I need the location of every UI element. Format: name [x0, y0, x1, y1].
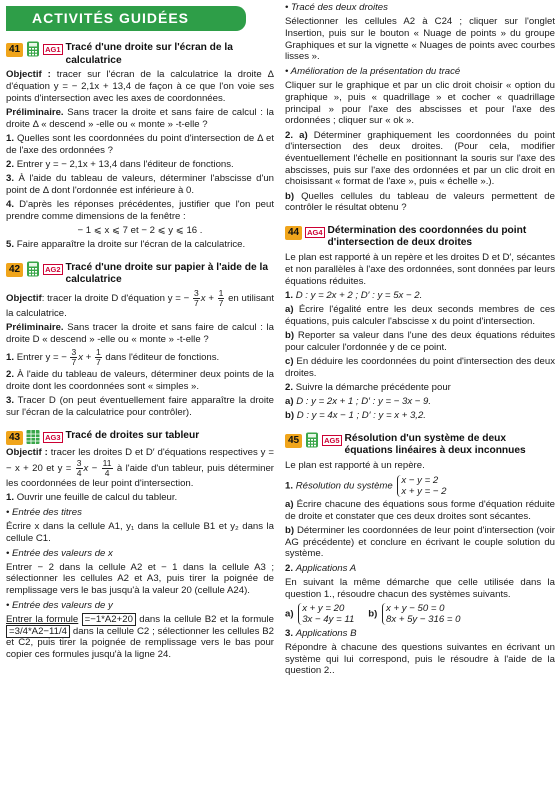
exercise-42 — [6, 262, 274, 419]
question: a) D : y = 2x + 1 ; D′ : y = − 3x − 9. — [285, 396, 432, 408]
question: 1. D : y = 2x + 2 ; D′ : y = 5x − 2. — [285, 289, 423, 301]
question: 3. Applications B — [285, 627, 357, 639]
exercise-title: Tracé d'une droite sur papier à l'aide de la calculatrice — [65, 261, 268, 286]
preliminary: Préliminaire. Sans tracer la droite et sans faire de calcul : la droite D « descend » -elle ou « monte » -t-elle ? — [6, 322, 274, 345]
left-column — [6, 0, 274, 661]
formula-2: =3/4*A2−11/4 — [6, 625, 70, 638]
intro: Le plan est rapporté à un repère et les droites D et D′, sécantes et non parallèles à l'axe des ordonnées, sont données par leurs équations réduites. — [285, 252, 555, 287]
exercise-41 — [6, 42, 274, 251]
spreadsheet-icon — [26, 429, 40, 445]
question: 2. Entrer y = − 2,1x + 13,4 dans l'éditeur de fonctions. — [6, 158, 234, 170]
exercise-43 — [6, 430, 274, 661]
step-text: Cliquer sur le graphique et par un clic droit choisir « option du graphique », puis « quadrillage » et cocher « quadrillage principal » pour l'axe des abscisses et pour l'axe des ordonnées ; cliquer sur « ok ». — [285, 80, 555, 127]
exercise-44 — [285, 225, 555, 422]
exercise-title: Tracé d'une droite sur l'écran de la calculatrice — [65, 42, 233, 66]
exercise-number: 41 — [6, 43, 23, 57]
exercise-43-header — [6, 430, 274, 445]
ag-badge: AG1 — [45, 45, 61, 55]
exercise-number: 45 — [285, 434, 302, 448]
question: 2. a) Déterminer graphiquement les coordonnées du point d'intersection des deux droites. (Pour cela, modifier éventuellement l'échelle en positionnant la souris sur l'axe des abscisses, puis sur l'axe des ordonnées et par un clic droit en choisissant « format de l'axe », puis « échelle ».). — [285, 129, 556, 188]
equation-system: x + y − 50 = 0 8x + 5y − 316 = 0 — [382, 603, 460, 625]
step-title: • Entrée des valeurs de y — [6, 600, 274, 612]
exercise-42-header — [6, 262, 274, 287]
question: 1. Résolution du système x − y = 2 x + y = − 2 — [285, 474, 447, 497]
question: 4. D'après les réponses précédentes, justifier que l'on peut prendre comme dimensions de la fenêtre : — [6, 198, 274, 222]
question: b) Déterminer les coordonnées de leur point d'intersection (voir AG précédente) et conclure en écrivant le couple solution du système. — [285, 525, 556, 560]
ag-badge: AG5 — [324, 435, 340, 445]
preliminary: Préliminaire. Sans tracer la droite et sans faire de calcul : la droite Δ « descend » -elle ou « monte » -t-elle ? — [6, 107, 274, 130]
question: 5. Faire apparaître la droite sur l'écran de la calculatrice. — [6, 239, 246, 251]
exercise-45-header — [285, 433, 555, 458]
equation-system: x − y = 2 x + y = − 2 — [397, 475, 446, 497]
question: a) Écrire chacune des équations sous forme d'équation réduite de droite et constater que ces deux droites sont sécantes. — [285, 499, 555, 522]
question: 2. Suivre la démarche précédente pour — [285, 381, 451, 393]
section-banner: ACTIVITÉS GUIDÉES — [6, 6, 246, 31]
question: 3. À l'aide du tableau de valeurs, déterminer l'abscisse d'un point de Δ dont l'ordonnée est inférieure à 0. — [6, 173, 275, 196]
objective: Objectif: tracer la droite D d'équation y = − $\frac{3}{7}$ x + $\frac{1}{7}$ en utilisant la calculatrice. — [6, 288, 275, 320]
calculator-icon — [26, 261, 40, 277]
exercise-title: Résolution d'un système de deux équations linéaires à deux inconnues — [344, 432, 526, 457]
exercise-41-header — [6, 42, 274, 67]
calculator-icon — [26, 41, 40, 57]
step-text: Écrire x dans la cellule A1, y₁ dans la cellule B1 et y₂ dans la cellule C1. — [6, 521, 274, 544]
objective: Objectif : tracer sur l'écran de la calculatrice la droite Δ d'équation y = − 2,1x + 13,4 de façon à ce que l'on voie ses points d'intersection avec les axes de coordonnées. — [6, 69, 275, 104]
question: c) En déduire les coordonnées du point d'intersection des deux droites. — [285, 355, 555, 379]
exercise-45 — [285, 433, 555, 677]
question: b) Reporter sa valeur dans l'une des deux équations réduites pour calculer l'ordonnée y de ce point. — [285, 330, 555, 353]
question: 3. Tracer D (on peut éventuellement faire apparaître la droite sur l'écran de la calculatrice pour contrôler). — [6, 395, 274, 419]
formula-1: =−1*A2+20 — [82, 613, 136, 626]
exercise-number: 42 — [6, 263, 23, 277]
step-title: • Amélioration de la présentation du tracé — [285, 66, 555, 78]
right-column — [285, 2, 555, 677]
intro: Le plan est rapporté à un repère. — [285, 460, 425, 472]
exercise-number: 44 — [285, 226, 302, 240]
step-title: • Entrée des titres — [6, 507, 274, 519]
ag-badge: AG4 — [307, 227, 323, 237]
step-text: Entrer − 2 dans la cellule A2 et − 1 dans la cellule A3 ; sélectionner les cellules A2 et A3, puis tirer la poignée de remplissage vers le bas jusqu'à la valeur 20 (cellule A24). — [6, 561, 274, 597]
window-dimensions: − 1 ⩽ x ⩽ 7 et − 2 ⩽ y ⩽ 16 . — [77, 224, 203, 236]
systems-row: a) x + y = 20 3x − 4y = 11 b) x + y − 50 = 0 8x + 5y − 316 = 0 — [285, 603, 461, 626]
question: 1. Quelles sont les coordonnées du point d'intersection de Δ et de l'axe des ordonnées ? — [6, 132, 274, 156]
question-text: Répondre à chacune des questions suivantes en écrivant un système qui lui correspond, puis le résoudre à l'aide de la question 2.. — [285, 642, 555, 677]
step-text: Entrer la formule =−1*A2+20 dans la cellule B2 et la formule =3/4*A2−11/4 dans la cellule C2 ; sélectionner les cellules B2 et C2, puis tirer la poignée de remplissage vers le bas pour copier ces formules jusqu'à la ligne 24. — [6, 614, 275, 661]
calculator-icon — [305, 432, 319, 448]
ag-badge: AG3 — [45, 432, 61, 442]
question: 1. Entrer y = − $\frac{3}{7}$ x + $\frac{1}{7}$ dans l'éditeur de fonctions. — [6, 347, 220, 368]
question: b) Quelles cellules du tableau de valeurs permettent de contrôler le résultat obtenu ? — [285, 190, 555, 214]
exercise-44-header — [285, 225, 555, 250]
question: a) Écrire l'égalité entre les deux seconds membres de ces équations, puis calculer l'abscisse x du point d'intersection. — [285, 304, 555, 327]
question-text: En suivant la même démarche que celle utilisée dans la question 1., résoudre chacun des systèmes suivants. — [285, 576, 555, 600]
exercise-title: Tracé de droites sur tableur — [65, 429, 200, 441]
exercise-number: 43 — [6, 431, 23, 445]
objective: Objectif : tracer les droites D et D′ d'équations respectives y = − x + 20 et y = $\frac{3}{4}$ x − $\frac{11}{4}$ à l'aide d'un tableur, puis déterminer les coordonnées de leur point d'intersection. — [6, 447, 274, 490]
exercise-title: Détermination des coordonnées du point d'intersection de deux droites — [327, 224, 527, 249]
step-title: • Entrée des valeurs de x — [6, 548, 274, 560]
question: 2. Applications A — [285, 562, 357, 574]
ag-badge: AG2 — [45, 264, 61, 274]
question: 1. Ouvrir une feuille de calcul du tableur. — [6, 492, 178, 504]
question: b) D : y = 4x − 1 ; D′ : y = x + 3,2. — [285, 410, 426, 422]
step-title: • Tracé des deux droites — [285, 2, 555, 14]
equation-system: x + y = 20 3x − 4y = 11 — [298, 603, 354, 625]
step-text: Sélectionner les cellules A2 à C24 ; cliquer sur l'onglet Insertion, puis sur le bouton « Nuage de points » du groupe Graphiques et sur la vignette « Nuages de points avec courbes lisses ». — [285, 16, 555, 63]
question: 2. À l'aide du tableau de valeurs, déterminer deux points de la droite dont les coordonnées sont « simples ». — [6, 369, 274, 393]
